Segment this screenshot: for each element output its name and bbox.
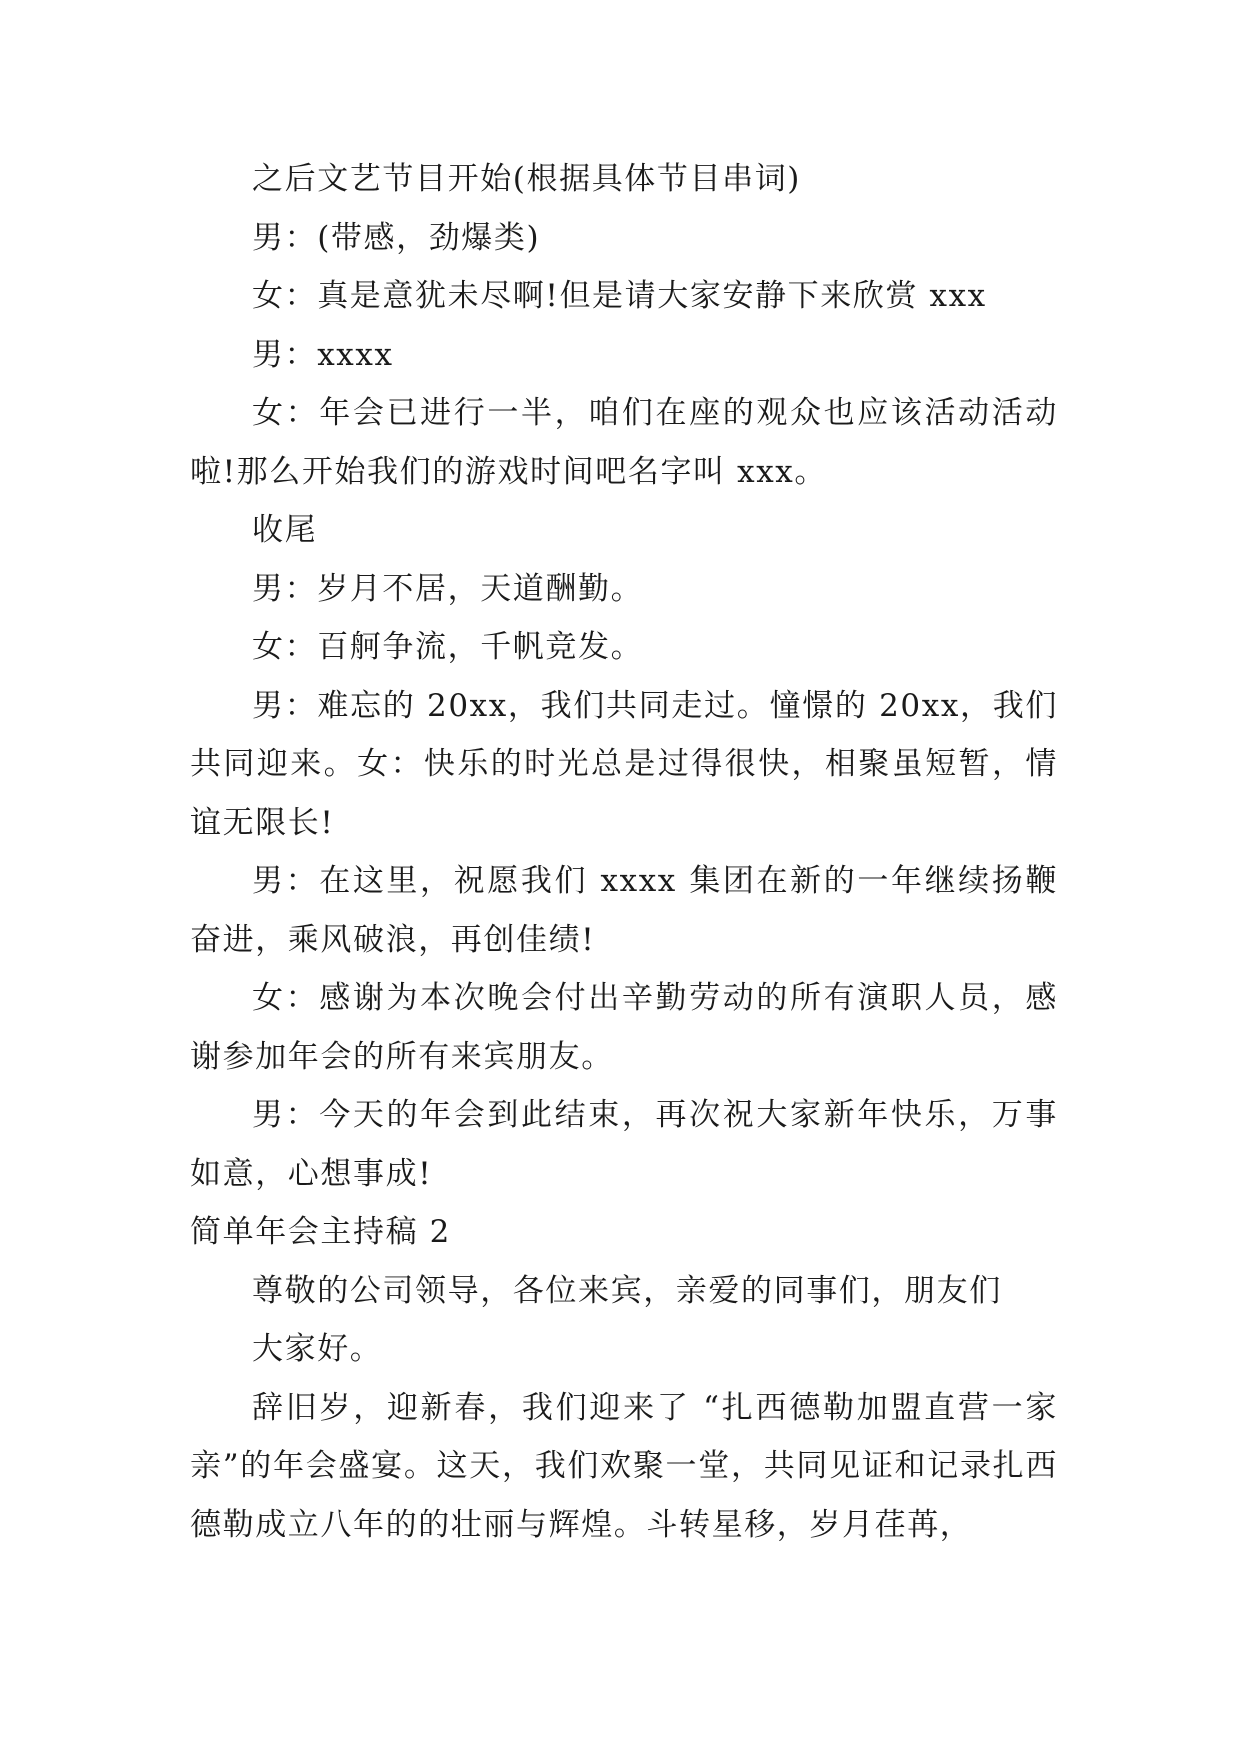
section-title: 简单年会主持稿 2	[190, 1214, 451, 1250]
document-page	[190, 150, 1058, 1554]
paragraph: 男：xxxx	[252, 336, 394, 373]
paragraph: 大家好。	[252, 1331, 383, 1367]
paragraph: 女：百舸争流，千帆竞发。	[252, 629, 644, 665]
paragraph: 尊敬的公司领导，各位来宾，亲爱的同事们，朋友们	[252, 1272, 1002, 1309]
paragraph: 女：感谢为本次晚会付出辛勤劳动的所有演职人员，感谢参加年会的所有来宾朋友。	[190, 980, 1058, 1075]
paragraph: 男：(带感，劲爆类)	[252, 219, 541, 256]
paragraph: 女：真是意犹未尽啊!但是请大家安静下来欣赏 xxx	[252, 278, 987, 314]
paragraph: 辞旧岁，迎新春，我们迎来了 “扎西德勒加盟直营一家亲”的年会盛宴。这天，我们欢聚一堂，共同见证和记录扎西德勒成立八年的的壮丽与辉煌。斗转星移，岁月荏苒，	[190, 1389, 1058, 1543]
paragraph: 收尾	[252, 512, 318, 548]
paragraph: 男：在这里，祝愿我们 xxxx 集团在新的一年继续扬鞭奋进，乘风破浪，再创佳绩!	[190, 863, 1058, 958]
paragraph: 男：难忘的 20xx，我们共同走过。憧憬的 20xx，我们共同迎来。女：快乐的时光总是过得很快，相聚虽短暂，情谊无限长!	[190, 687, 1058, 841]
paragraph: 之后文艺节目开始(根据具体节目串词)	[252, 161, 801, 197]
paragraph: 男：岁月不居，天道酬勤。	[252, 570, 644, 607]
paragraph: 女：年会已进行一半，咱们在座的观众也应该活动活动啦!那么开始我们的游戏时间吧名字叫 xxx。	[190, 395, 1058, 490]
paragraph: 男：今天的年会到此结束，再次祝大家新年快乐，万事如意，心想事成!	[190, 1097, 1058, 1192]
